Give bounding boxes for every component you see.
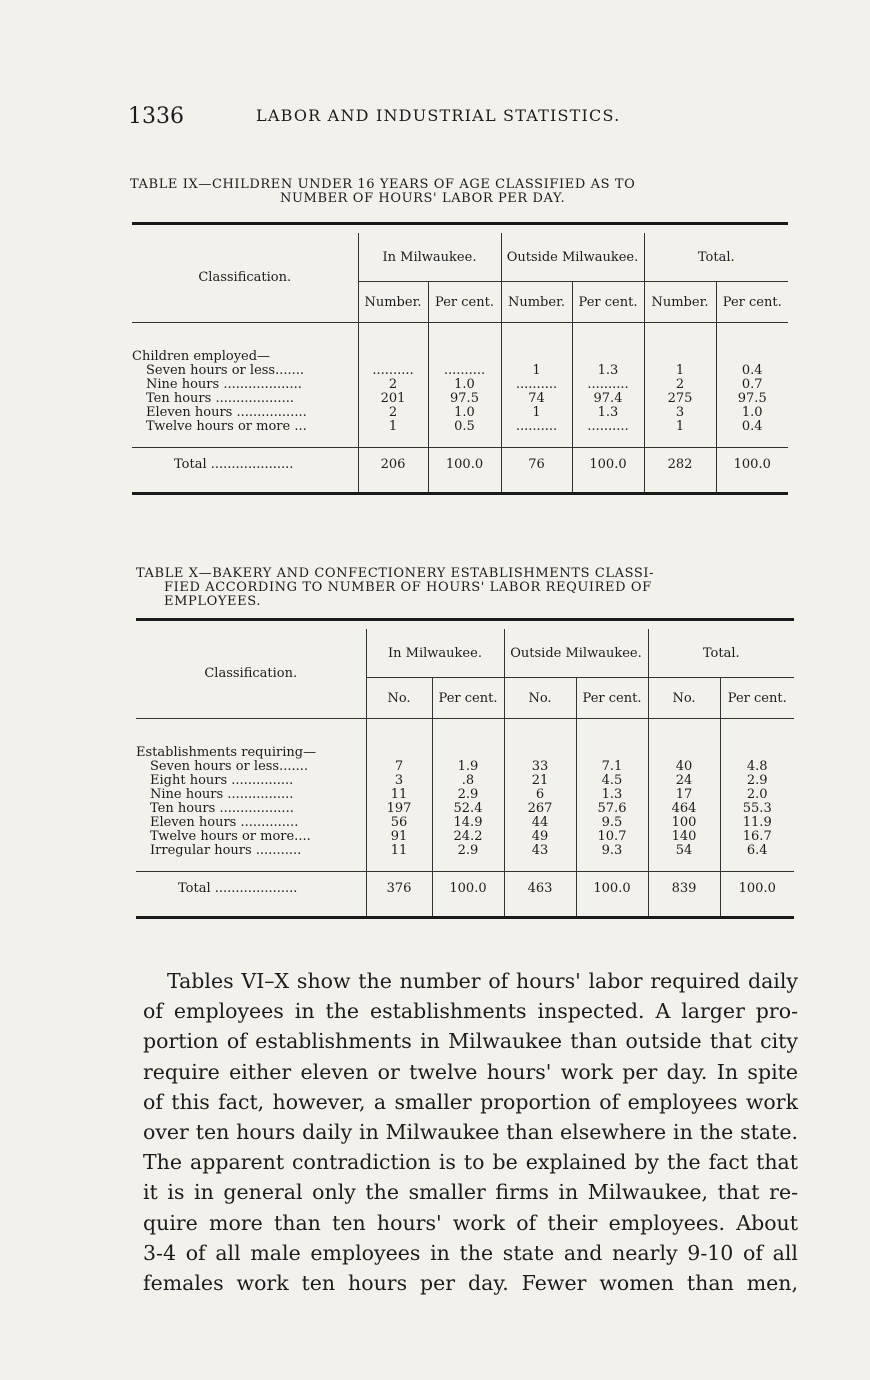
cell: 74 (501, 391, 572, 405)
paragraph-line: 3-4 of all male employees in the state and nearly 9-10 of all (143, 1240, 798, 1265)
cell: 97.5 (716, 391, 788, 405)
cell: 1.9 (432, 759, 504, 773)
cell: .......... (572, 377, 644, 391)
page-number: 1336 (128, 104, 184, 129)
cell: 201 (358, 391, 428, 405)
cell: 10.7 (576, 829, 648, 843)
cell: 275 (644, 391, 716, 405)
row-label: Eleven hours ................. (146, 404, 307, 420)
cell: .......... (572, 419, 644, 433)
total-row (136, 872, 794, 905)
group-header-total: Total. (644, 233, 788, 282)
column-header: Per cent. (716, 282, 788, 323)
top-rule (132, 224, 788, 234)
total-cell: 100.0 (428, 448, 501, 481)
cell: 9.5 (576, 815, 648, 829)
cell: 1 (358, 419, 428, 433)
classification-header: Classification. (136, 629, 366, 719)
running-title: LABOR AND INDUSTRIAL STATISTICS. (256, 106, 621, 125)
cell: 1.3 (572, 405, 644, 419)
table-9-caption-line: TABLE IX—CHILDREN UNDER 16 YEARS OF AGE CLASSIFIED AS TO (130, 177, 636, 192)
group-header-total: Total. (648, 629, 794, 678)
total-cell: 839 (648, 872, 720, 905)
row-label: Ten hours ................... (146, 390, 294, 406)
cell: 0.4 (716, 419, 788, 433)
cell: 11 (366, 843, 432, 857)
cell: .......... (428, 363, 501, 377)
table-10-caption-line: EMPLOYEES. (164, 594, 261, 609)
cell: 1 (644, 363, 716, 377)
table-9-caption (130, 178, 790, 206)
column-header: No. (366, 678, 432, 719)
column-header: Per cent. (428, 282, 501, 323)
cell: 140 (648, 829, 720, 843)
row-label: Ten hours .................. (150, 800, 294, 816)
cell: 0.4 (716, 363, 788, 377)
total-cell: 376 (366, 872, 432, 905)
table-10 (136, 618, 794, 919)
cell: 4.5 (576, 773, 648, 787)
table-9 (132, 222, 788, 495)
paragraph-line: it is in general only the smaller firms in Milwaukee, that re- (143, 1180, 798, 1205)
column-header: Per cent. (576, 678, 648, 719)
column-header: Number. (644, 282, 716, 323)
top-rule (136, 620, 794, 630)
column-header: Number. (358, 282, 428, 323)
cell: 1 (501, 363, 572, 377)
cell: 1.0 (428, 377, 501, 391)
cell: 6 (504, 787, 576, 801)
section-label: Establishments requiring— (136, 744, 317, 760)
table-9-caption-line: NUMBER OF HOURS' LABOR PER DAY. (280, 191, 566, 206)
total-cell: 206 (358, 448, 428, 481)
cell: 7 (366, 759, 432, 773)
column-header: Per cent. (572, 282, 644, 323)
classification-header: Classification. (132, 233, 358, 323)
table-row (136, 843, 794, 857)
paragraph-line: of employees in the establishments inspected. A larger pro- (143, 999, 798, 1024)
cell: 1.3 (576, 787, 648, 801)
cell: 11.9 (720, 815, 794, 829)
cell: 24 (648, 773, 720, 787)
paragraph-line: quire more than ten hours' work of their employees. About (143, 1210, 798, 1235)
cell: 52.4 (432, 801, 504, 815)
table-row (136, 829, 794, 843)
table-row (132, 419, 788, 433)
cell: 97.5 (428, 391, 501, 405)
cell: 3 (366, 773, 432, 787)
cell: 197 (366, 801, 432, 815)
column-header: Per cent. (720, 678, 794, 719)
body-paragraph (143, 966, 798, 1298)
cell: 33 (504, 759, 576, 773)
total-cell: 100.0 (716, 448, 788, 481)
cell: 24.2 (432, 829, 504, 843)
cell: 91 (366, 829, 432, 843)
row-label: Irregular hours ........... (150, 842, 302, 858)
table-row (136, 801, 794, 815)
cell: 2 (358, 377, 428, 391)
table-row (136, 759, 794, 773)
total-cell: 76 (501, 448, 572, 481)
cell: 464 (648, 801, 720, 815)
row-label: Seven hours or less....... (150, 758, 309, 774)
table-10-caption-line: TABLE X—BAKERY AND CONFECTIONERY ESTABLISHMENTS CLASSI- (136, 566, 655, 581)
total-cell: 282 (644, 448, 716, 481)
cell: 17 (648, 787, 720, 801)
total-cell: 100.0 (432, 872, 504, 905)
group-header-milwaukee: In Milwaukee. (366, 629, 504, 678)
table-10-caption-line: FIED ACCORDING TO NUMBER OF HOURS' LABOR REQUIRED OF (164, 580, 652, 595)
row-label: Seven hours or less....... (146, 362, 305, 378)
cell: 57.6 (576, 801, 648, 815)
cell: 6.4 (720, 843, 794, 857)
total-label: Total .................... (136, 872, 366, 905)
total-row (132, 448, 788, 481)
cell: 4.8 (720, 759, 794, 773)
cell: 2 (644, 377, 716, 391)
column-header: No. (648, 678, 720, 719)
cell: 2 (358, 405, 428, 419)
paragraph-line: Tables VI–X show the number of hours' labor required daily (167, 969, 798, 993)
cell: 54 (648, 843, 720, 857)
row-label: Nine hours ................... (146, 376, 302, 392)
cell: .......... (358, 363, 428, 377)
table-row (136, 815, 794, 829)
column-header: No. (504, 678, 576, 719)
cell: 2.9 (432, 787, 504, 801)
cell: 1.3 (572, 363, 644, 377)
cell: 1 (644, 419, 716, 433)
cell: 1 (501, 405, 572, 419)
table-row (132, 391, 788, 405)
cell: 56 (366, 815, 432, 829)
column-header: Number. (501, 282, 572, 323)
row-label: Eleven hours .............. (150, 814, 299, 830)
cell: 44 (504, 815, 576, 829)
paragraph-line: females work ten hours per day. Fewer women than men, (143, 1271, 798, 1296)
group-header-milwaukee: In Milwaukee. (358, 233, 501, 282)
cell: .......... (501, 377, 572, 391)
group-header-outside: Outside Milwaukee. (504, 629, 648, 678)
table-row (132, 405, 788, 419)
cell: 7.1 (576, 759, 648, 773)
table-row (132, 363, 788, 377)
cell: 2.0 (720, 787, 794, 801)
paragraph-line: of this fact, however, a smaller proportion of employees work (143, 1089, 798, 1114)
total-cell: 100.0 (572, 448, 644, 481)
row-label: Eight hours ............... (150, 772, 294, 788)
cell: 3 (644, 405, 716, 419)
cell: 9.3 (576, 843, 648, 857)
cell: 21 (504, 773, 576, 787)
total-cell: 100.0 (576, 872, 648, 905)
paragraph-line: portion of establishments in Milwaukee than outside that city (143, 1029, 798, 1054)
section-label: Children employed— (132, 348, 271, 364)
total-cell: 100.0 (720, 872, 794, 905)
row-label: Twelve hours or more ... (146, 418, 307, 434)
cell: 11 (366, 787, 432, 801)
table-row (136, 773, 794, 787)
bottom-rule (132, 492, 788, 494)
cell: 2.9 (720, 773, 794, 787)
table-row (136, 787, 794, 801)
row-label: Nine hours ................ (150, 786, 294, 802)
bottom-rule (136, 916, 794, 918)
paragraph-line: over ten hours daily in Milwaukee than elsewhere in the state. (143, 1120, 798, 1145)
cell: 40 (648, 759, 720, 773)
cell: 16.7 (720, 829, 794, 843)
cell: 49 (504, 829, 576, 843)
group-header-outside: Outside Milwaukee. (501, 233, 644, 282)
cell: .8 (432, 773, 504, 787)
cell: 1.0 (428, 405, 501, 419)
cell: 14.9 (432, 815, 504, 829)
paragraph-line: The apparent contradiction is to be explained by the fact that (143, 1150, 798, 1175)
cell: 100 (648, 815, 720, 829)
paragraph-line: require either eleven or twelve hours' work per day. In spite (143, 1059, 798, 1084)
cell: 55.3 (720, 801, 794, 815)
row-label: Twelve hours or more.... (150, 828, 311, 844)
cell: 43 (504, 843, 576, 857)
page-header (128, 104, 768, 134)
cell: 0.7 (716, 377, 788, 391)
total-cell: 463 (504, 872, 576, 905)
cell: 97.4 (572, 391, 644, 405)
table-10-caption (136, 567, 796, 609)
table-row (132, 377, 788, 391)
cell: 1.0 (716, 405, 788, 419)
total-label: Total .................... (132, 448, 358, 481)
cell: 2.9 (432, 843, 504, 857)
column-header: Per cent. (432, 678, 504, 719)
cell: 267 (504, 801, 576, 815)
cell: .......... (501, 419, 572, 433)
cell: 0.5 (428, 419, 501, 433)
